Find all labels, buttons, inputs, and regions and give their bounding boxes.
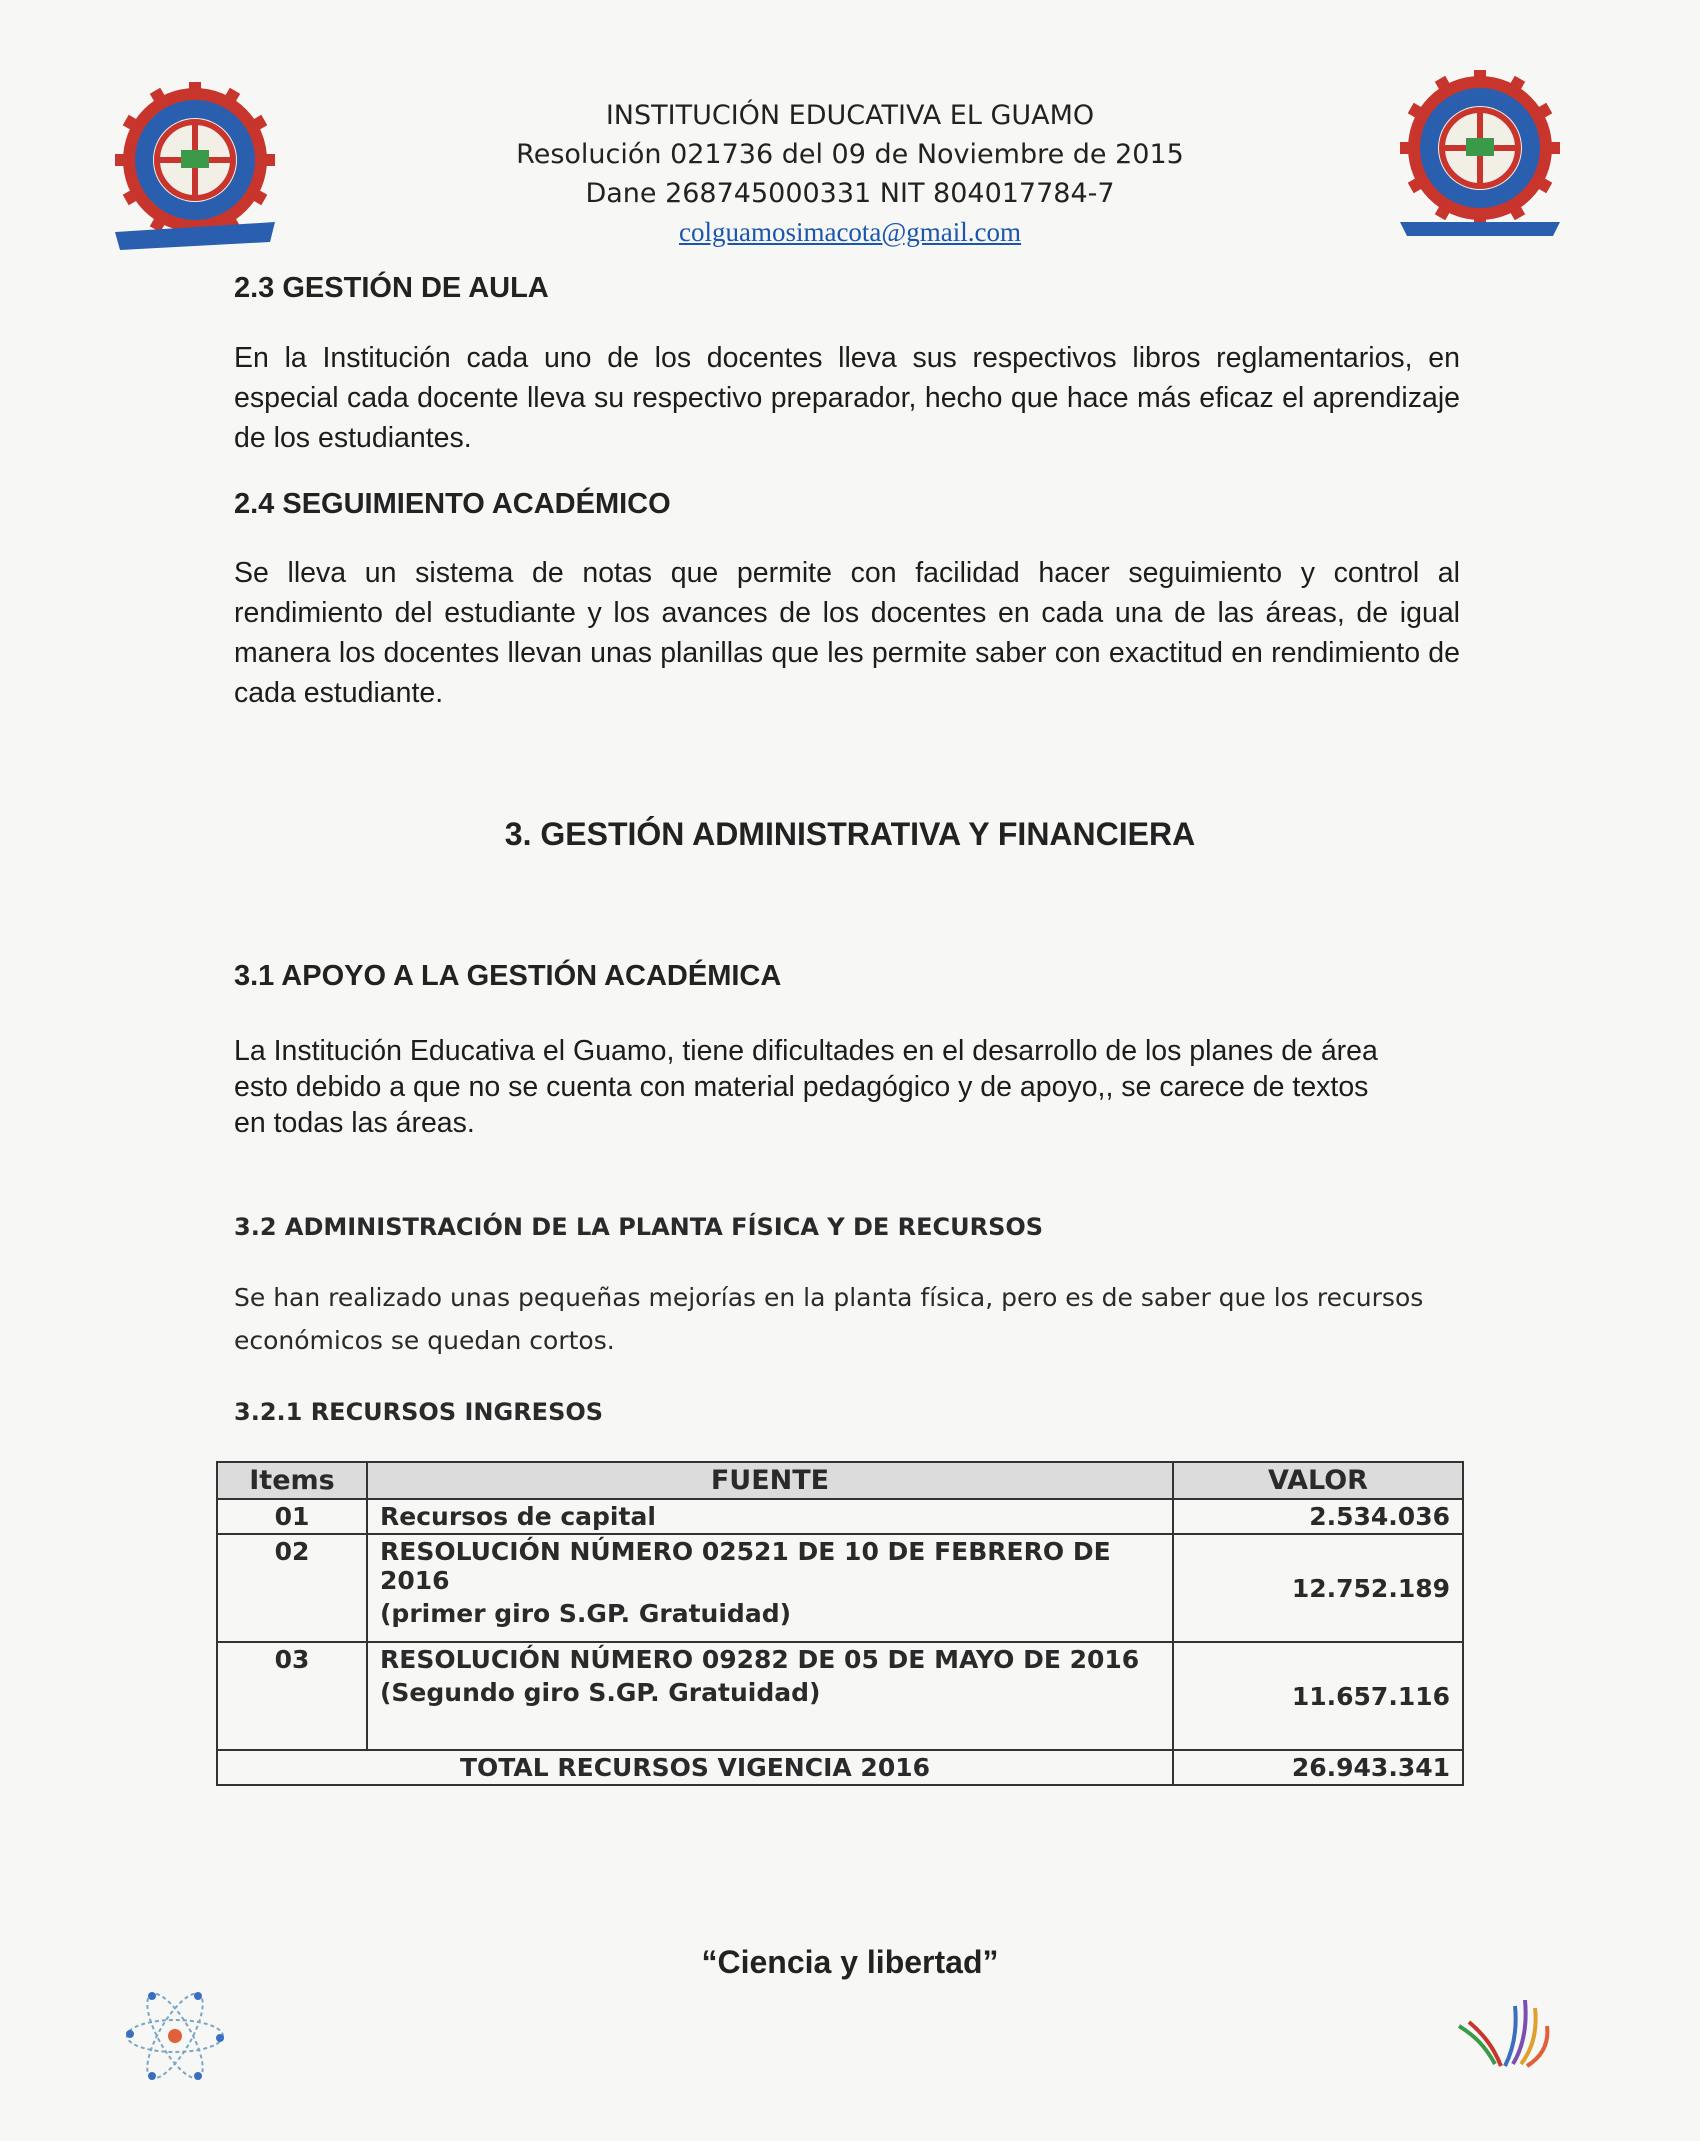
income-table: [216, 1461, 1464, 1786]
section-3-title: 3. GESTIÓN ADMINISTRATIVA Y FINANCIERA: [504, 816, 1196, 852]
hand-icon: [1455, 1986, 1555, 2076]
section-3-1-line-3: en todas las áreas.: [234, 1107, 475, 1139]
section-3-1-line-2: esto debido a que no se cuenta con material pedagógico y de apoyo,, se carece de textos: [234, 1071, 1369, 1103]
section-3-2-text: [234, 1276, 1474, 1362]
atom-icon: [120, 1986, 230, 2086]
total-label: TOTAL RECURSOS VIGENCIA 2016: [217, 1750, 1173, 1785]
row-valor: 2.534.036: [1173, 1499, 1463, 1534]
row-fuente-line-1: RESOLUCIÓN NÚMERO 02521 DE 10 DE FEBRERO DE 2016: [380, 1537, 1111, 1595]
row-fuente-line-1: RESOLUCIÓN NÚMERO 09282 DE 05 DE MAYO DE 2016: [380, 1645, 1140, 1674]
section-2-4-text: Se lleva un sistema de notas que permite con facilidad hacer seguimiento y control al rendimiento del estudiante y los avances de los docentes en cada una de las áreas, de igual manera los docentes llevan unas planillas que les permite saber con exactitud en rendimiento de cada estudiante.: [234, 557, 1460, 709]
section-3-2-title: 3.2 ADMINISTRACIÓN DE LA PLANTA FÍSICA Y DE RECURSOS: [234, 1213, 1044, 1241]
row-valor: 11.657.116: [1173, 1642, 1463, 1750]
institution-name: INSTITUCIÓN EDUCATIVA EL GUAMO: [605, 100, 1095, 131]
row-fuente-line-2: (Segundo giro S.GP. Gratuidad): [380, 1678, 821, 1707]
section-3-1-title: 3.1 APOYO A LA GESTIÓN ACADÉMICA: [234, 960, 782, 992]
section-3-1-line-1: La Institución Educativa el Guamo, tiene dificultades en el desarrollo de los planes de área: [234, 1035, 1378, 1067]
section-3-2-1-title: 3.2.1 RECURSOS INGRESOS: [234, 1398, 604, 1426]
row-fuente: [367, 1534, 1173, 1642]
row-valor: 12.752.189: [1173, 1534, 1463, 1642]
codes-line: Dane 268745000331 NIT 804017784-7: [585, 178, 1115, 209]
table-row: [217, 1642, 1463, 1750]
row-item: 02: [217, 1534, 367, 1642]
section-2-3-text: En la Institución cada uno de los docentes lleva sus respectivos libros reglamentarios, en especial cada docente lleva su respectivo preparador, hecho que hace más eficaz el aprendizaje de los estudiantes.: [234, 342, 1460, 454]
row-item: 03: [217, 1642, 367, 1750]
header-valor: VALOR: [1173, 1462, 1463, 1499]
row-item: 01: [217, 1499, 367, 1534]
header-fuente: FUENTE: [367, 1462, 1173, 1499]
total-value: 26.943.341: [1173, 1750, 1463, 1785]
institution-logo-right: [1395, 70, 1565, 240]
table-row: [217, 1534, 1463, 1642]
row-fuente: Recursos de capital: [367, 1499, 1173, 1534]
table-header-row: [217, 1462, 1463, 1499]
section-3-1-text: [234, 1033, 1474, 1141]
table-row: [217, 1499, 1463, 1534]
section-3-2-line-1: Se han realizado unas pequeñas mejorías en la planta física, pero es de saber que los recursos: [234, 1283, 1424, 1312]
row-fuente-line-2: (primer giro S.GP. Gratuidad): [380, 1599, 792, 1628]
header-items: Items: [217, 1462, 367, 1499]
resolution-line: Resolución 021736 del 09 de Noviembre de 2015: [516, 139, 1184, 170]
section-2-4-title: 2.4 SEGUIMIENTO ACADÉMICO: [234, 488, 671, 520]
motto: “Ciencia y libertad”: [701, 1944, 999, 1980]
section-2-3-title: 2.3 GESTIÓN DE AULA: [234, 272, 549, 304]
email-link[interactable]: colguamosimacota@gmail.com: [678, 217, 1022, 247]
table-total-row: [217, 1750, 1463, 1785]
letterhead: [400, 96, 1300, 252]
row-fuente: [367, 1642, 1173, 1750]
institution-logo-left: [110, 82, 280, 252]
section-3-2-line-2: económicos se quedan cortos.: [234, 1326, 615, 1355]
